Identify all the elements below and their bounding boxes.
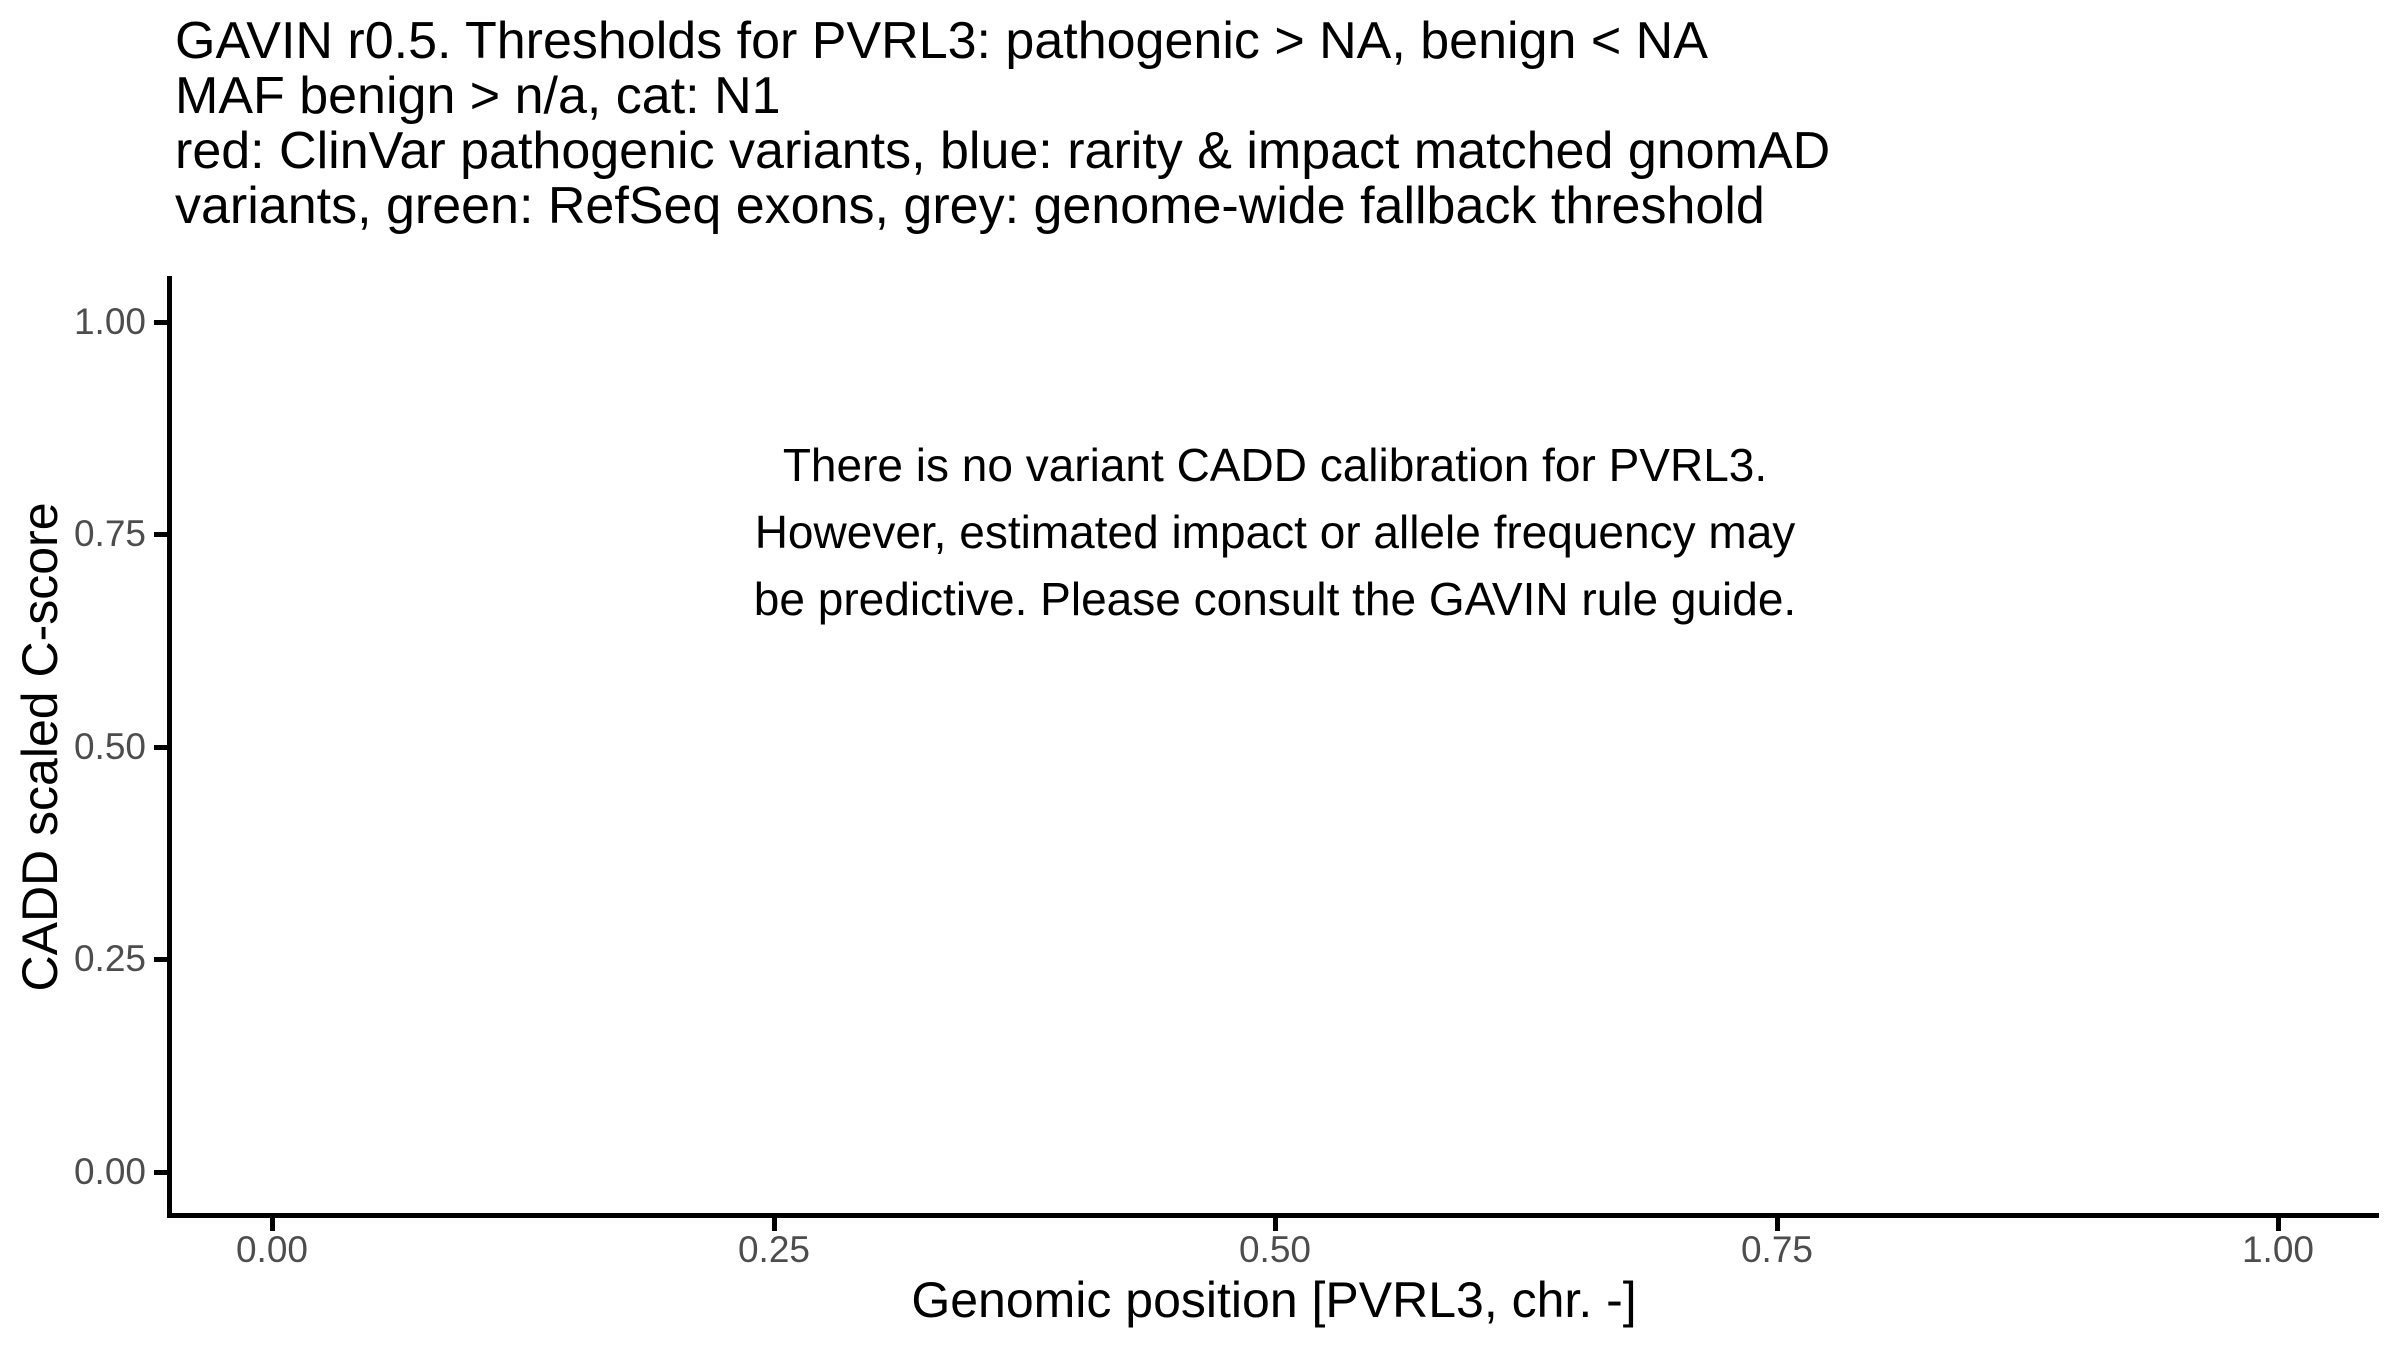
y-tick-label-0.50: 0.50 [73,726,146,767]
plot-title-line-4: variants, green: RefSeq exons, grey: genome-wide fallback threshold [175,177,1765,235]
y-axis-line [167,276,172,1218]
x-tick-label-0.00: 0.00 [235,1229,308,1270]
plot-title-line-2: MAF benign > n/a, cat: N1 [175,67,781,125]
plot-panel [172,278,2377,1213]
y-tick-mark-0.75 [154,532,167,537]
y-tick-mark-1.00 [154,320,167,325]
x-tick-label-1.00: 1.00 [2241,1229,2314,1270]
y-tick-mark-0.50 [154,745,167,750]
y-tick-label-0.25: 0.25 [73,938,146,979]
plot-title-line-3: red: ClinVar pathogenic variants, blue: rarity & impact matched gnomAD [175,122,1831,180]
x-tick-label-0.25: 0.25 [737,1229,810,1270]
x-axis-title: Genomic position [PVRL3, chr. -] [911,1272,1637,1328]
y-tick-label-0.75: 0.75 [73,513,146,554]
y-axis-title: CADD scaled C-score [12,502,68,992]
y-tick-mark-0.25 [154,957,167,962]
annotation-text [754,432,1796,633]
annotation-line-1: There is no variant CADD calibration for PVRL3. [782,439,1768,491]
y-tick-mark-0.00 [154,1170,167,1175]
plot-title [175,14,1830,234]
y-tick-label-0.00: 0.00 [73,1151,146,1192]
y-tick-label-1.00: 1.00 [73,301,146,342]
plot-title-line-1: GAVIN r0.5. Thresholds for PVRL3: pathogenic > NA, benign < NA [175,12,1708,70]
x-tick-label-0.75: 0.75 [1740,1229,1813,1270]
annotation-line-3: be predictive. Please consult the GAVIN rule guide. [753,573,1797,625]
annotation-line-2: However, estimated impact or allele frequency may [754,506,1796,558]
x-tick-label-0.50: 0.50 [1238,1229,1311,1270]
